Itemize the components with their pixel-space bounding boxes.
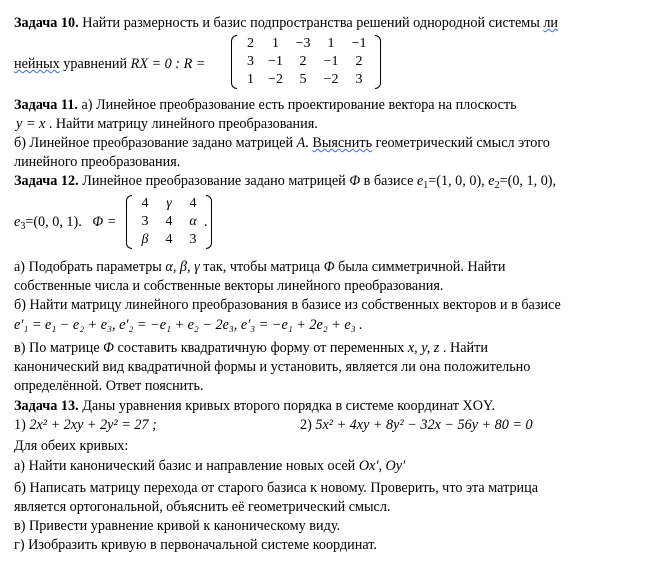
task12-c2: канонический вид квадратичной формы и установить, является ли она положительно <box>14 359 531 375</box>
task10-line2 <box>14 55 205 73</box>
task12-c1-rest: . Найти <box>439 340 488 356</box>
task12-intro: Линейное преобразование задано матрицей <box>78 173 350 189</box>
matrix-r-right-bracket <box>376 33 382 91</box>
task12-c3: определённой. Ответ пояснить. <box>14 378 204 394</box>
task13-c: в) Привести уравнение кривой к каноническому виду. <box>14 518 341 534</box>
matrix-r-cell-2-4: 3 <box>355 72 363 87</box>
task11-label: Задача 11. <box>14 97 78 113</box>
matrix-phi-cells <box>131 193 207 251</box>
task12-vars: x, y, z <box>407 340 440 356</box>
task12-a1-phi: Φ <box>323 259 335 275</box>
matrix-phi <box>125 193 213 251</box>
task11-dot: . <box>305 135 313 151</box>
task10-label: Задача 10. <box>14 15 79 31</box>
task12-phi-eq: Φ = <box>92 214 117 230</box>
task11-b1: б) Линейное преобразование задано матрицей <box>14 135 297 151</box>
task13-axes: Ox′, Oy′ <box>358 458 406 474</box>
matrix-r-cell-2-0: 1 <box>247 72 254 87</box>
task11-var-a: A <box>296 135 306 151</box>
task12-line1: Задача 12. Линейное преобразование задано матрицей Φ в базисе $e_1=(1$, 0, 0), $e_2=(0$, 1, 0), <box>14 173 557 191</box>
task12-b1: б) Найти матрицу линейного преобразования в базисе из собственных векторов и в базисе <box>14 297 561 313</box>
task13-line1 <box>14 397 495 415</box>
task12-a1-rest2: была симметричной. Найти <box>334 259 506 275</box>
task12-basis-text: в базисе <box>360 173 417 189</box>
task10-line2-text: уравнений <box>59 56 131 72</box>
task13-eq1-num: 1) <box>14 417 30 433</box>
matrix-r-cell-1-0: 3 <box>247 54 254 69</box>
matrix-r-cells <box>236 33 376 91</box>
task12-c1-mid: составить квадратичную форму от переменных <box>113 340 408 356</box>
matrix-r-cell-1-2: 2 <box>299 54 307 69</box>
task11-line2 <box>16 115 318 133</box>
task13-eq1-line <box>14 416 157 434</box>
matrix-phi-cell-2-1: 4 <box>165 232 173 247</box>
task10-text-underlined: ли <box>543 15 559 31</box>
task10-line1 <box>14 14 558 32</box>
matrix-r-cell-0-1: 1 <box>272 36 279 51</box>
matrix-phi-cell-0-0: 4 <box>141 196 149 211</box>
task13-b1: б) Написать матрицу перехода от старого базиса к новому. Проверить, что эта матрица <box>14 480 539 496</box>
task12-e1: e <box>416 173 424 189</box>
matrix-phi-right-bracket <box>207 193 213 251</box>
matrix-phi-cell-0-1: γ <box>166 196 172 211</box>
task12-c1-phi: Φ <box>103 340 114 356</box>
matrix-r-cell-2-2: 5 <box>299 72 307 87</box>
task10-equation: RX = 0 : R = <box>130 56 206 72</box>
task11-b2: линейного преобразования. <box>14 154 181 170</box>
task11-line3 <box>14 134 550 152</box>
task12-line7 <box>14 339 488 357</box>
task12-line9 <box>14 377 204 395</box>
task12-c1-pre: в) По матрице <box>14 340 104 356</box>
task12-line8 <box>14 358 530 376</box>
task12-params: α, β, γ <box>165 259 200 275</box>
matrix-r-cell-0-2: −3 <box>295 36 311 51</box>
matrix-r-left-bracket <box>230 33 236 91</box>
task13-eq2-num: 2) <box>300 417 316 433</box>
task12-matrix-dot: . <box>204 214 208 230</box>
matrix-phi-cell-1-2: α <box>189 214 197 229</box>
task12-line2: $e_3=(0$, 0, 1). Φ = <box>14 214 117 232</box>
task13-label: Задача 13. <box>14 398 79 414</box>
matrix-r-cell-0-0: 2 <box>247 36 254 51</box>
task13-a: а) Найти канонический базис и направление новых осей <box>14 458 359 474</box>
task12-e2: e <box>488 173 495 189</box>
task12-a2: собственные числа и собственные векторы линейного преобразования. <box>14 278 444 294</box>
task13-a-line <box>14 457 405 475</box>
matrix-phi-cell-2-2: 3 <box>189 232 197 247</box>
task11-line4 <box>14 153 180 171</box>
task12-line3 <box>14 258 505 276</box>
task12-line4 <box>14 277 443 295</box>
task12-line6: e′₁ = e₁ − e₂ + e₃, e′₂ = −e₁ + e₂ − 2e₃, e′₃ = −e₁ + 2e₂ + e₃ . <box>14 317 363 333</box>
task13-intro: Даны уравнения кривых второго порядка в системе координат XOY. <box>78 398 495 414</box>
task11-a2: . Найти матрицу линейного преобразования. <box>45 116 318 132</box>
task12-e1-rest: =(1, 0, 0), <box>428 173 489 189</box>
task12-e2-rest: =(0, 1, 0), <box>499 173 557 189</box>
matrix-phi-cell-1-1: 4 <box>165 214 173 229</box>
matrix-phi-cell-0-2: 4 <box>189 196 197 211</box>
task11-plane-eq: y = x <box>16 116 46 132</box>
matrix-phi-cell-1-0: 3 <box>141 214 149 229</box>
matrix-r-cell-1-3: −1 <box>323 54 339 69</box>
task13-eq1: 2x² + 2xy + 2y² = 27 ; <box>29 417 157 433</box>
task12-a1: а) Подобрать параметры <box>14 259 166 275</box>
task13-both: Для обеих кривых: <box>14 438 129 454</box>
matrix-r-cell-2-1: −2 <box>268 72 283 87</box>
matrix-r-cell-2-3: −2 <box>323 72 339 87</box>
matrix-r <box>230 33 382 91</box>
task13-b2: является ортогональной, объяснить её геометрический смысл. <box>14 499 391 515</box>
task13-eq2: 5x² + 4xy + 8y² − 32x − 56y + 80 = 0 <box>315 417 533 433</box>
task11-a: а) Линейное преобразование есть проектирование вектора на плоскость <box>77 97 517 113</box>
matrix-r-cell-1-1: −1 <box>268 54 283 69</box>
task13-d: г) Изобразить кривую в первоначальной системе координат. <box>14 537 377 553</box>
task10-text: Найти размерность и базис подпространства решений однородной системы <box>78 15 544 31</box>
matrix-r-cell-1-4: 2 <box>355 54 363 69</box>
task12-phi: Φ <box>349 173 361 189</box>
matrix-r-cell-0-4: −1 <box>351 36 367 51</box>
matrix-phi-cell-2-0: β <box>141 232 149 247</box>
task11-line1 <box>14 96 517 114</box>
task12-e3: e <box>14 214 21 230</box>
task12-label: Задача 12. <box>14 173 79 189</box>
task12-line5 <box>14 296 561 314</box>
task13-eq2-line <box>300 416 533 434</box>
matrix-r-cell-0-3: 1 <box>327 36 335 51</box>
task12-a1-rest1: так, чтобы матрица <box>199 259 324 275</box>
matrix-phi-left-bracket <box>125 193 131 251</box>
task11-b1-rest: геометрический смысл этого <box>372 135 550 151</box>
task10-word-underlined: нейных <box>14 56 60 72</box>
task11-underlined: Выяснить <box>312 135 373 151</box>
task12-e3-rest: =(0, 0, 1). <box>25 214 82 230</box>
